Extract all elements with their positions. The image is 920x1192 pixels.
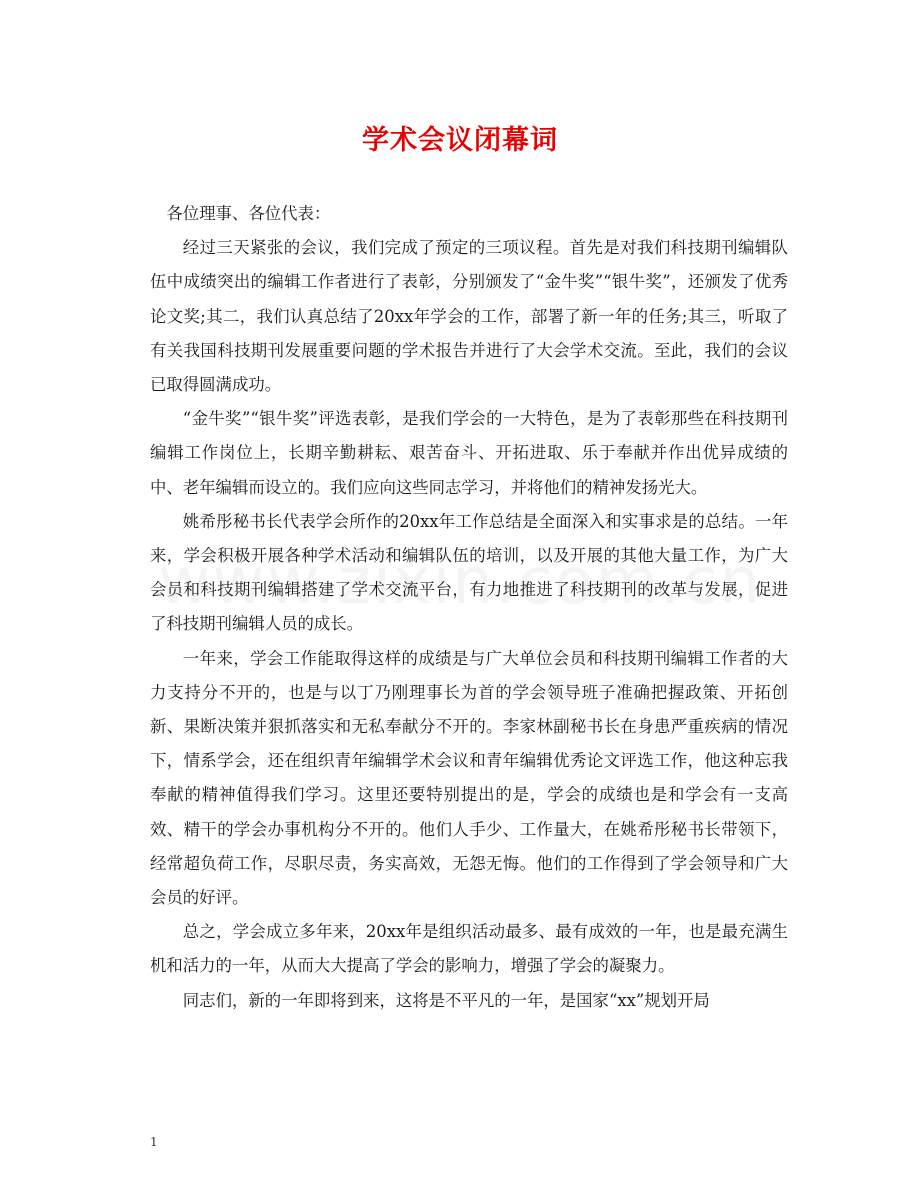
page-number: 1 — [150, 1135, 158, 1149]
document-title: 学术会议闭幕词 — [362, 125, 558, 156]
paragraph-6: 同志们，新的一年即将到来，这将是不平凡的一年，是国家“xx”规划开局 — [182, 990, 710, 1010]
paragraph-4: 一年来，学会工作能取得这样的成绩是与广大单位会员和科技期刊编辑工作者的大力支持分不开的，也是与以丁乃刚理事长为首的学会领导班子准确把握政策、开拓创新、果断决策并狠抓落实和无私奉献分不开的。李家林副秘书长在身患严重疾病的情况下，情系学会，还在组织青年编辑学术会议和青年编辑优秀论文评选工作，他这种忘我奉献的精神值得我们学习。这里还要特别提出的是，学会的成绩也是和学会有一支高效、精干的学会办事机构分不开的。他们人手少、工作量大，在姚希彤秘书长带领下，经常超负荷工作，尽职尽责，务实高效，无怨无悔。他们的工作得到了学会领导和广大会员的好评。 — [150, 648, 788, 908]
greeting: 各位理事、各位代表： — [166, 204, 331, 223]
paragraph-1: 经过三天紧张的会议，我们完成了预定的三项议程。首先是对我们科技期刊编辑队伍中成绩突出的编辑工作者进行了表彰，分别颁发了“金牛奖”“银牛奖”，还颁发了优秀论文奖;其二，我们认真总结了20xx年学会的工作，部署了新一年的任务;其三，听取了有关我国科技期刊发展重要问题的学术报告并进行了大会学术交流。至此，我们的会议已取得圆满成功。 — [150, 238, 788, 395]
paragraph-5: 总之，学会成立多年来，20xx年是组织活动最多、最有成效的一年，也是最充满生机和活力的一年，从而大大提高了学会的影响力，增强了学会的凝聚力。 — [150, 922, 788, 976]
paragraph-2: “金牛奖”“银牛奖”评选表彰，是我们学会的一大特色，是为了表彰那些在科技期刊编辑工作岗位上，长期辛勤耕耘、艰苦奋斗、开拓进取、乐于奉献并作出优异成绩的中、老年编辑而设立的。我们应向这些同志学习，并将他们的精神发扬光大。 — [150, 409, 788, 497]
paragraph-3: 姚希彤秘书长代表学会所作的20xx年工作总结是全面深入和实事求是的总结。一年来，学会积极开展各种学术活动和编辑队伍的培训，以及开展的其他大量工作，为广大会员和科技期刊编辑搭建了学术交流平台，有力地推进了科技期刊的改革与发展，促进了科技期刊编辑人员的成长。 — [150, 511, 788, 634]
document-body — [150, 197, 788, 1018]
